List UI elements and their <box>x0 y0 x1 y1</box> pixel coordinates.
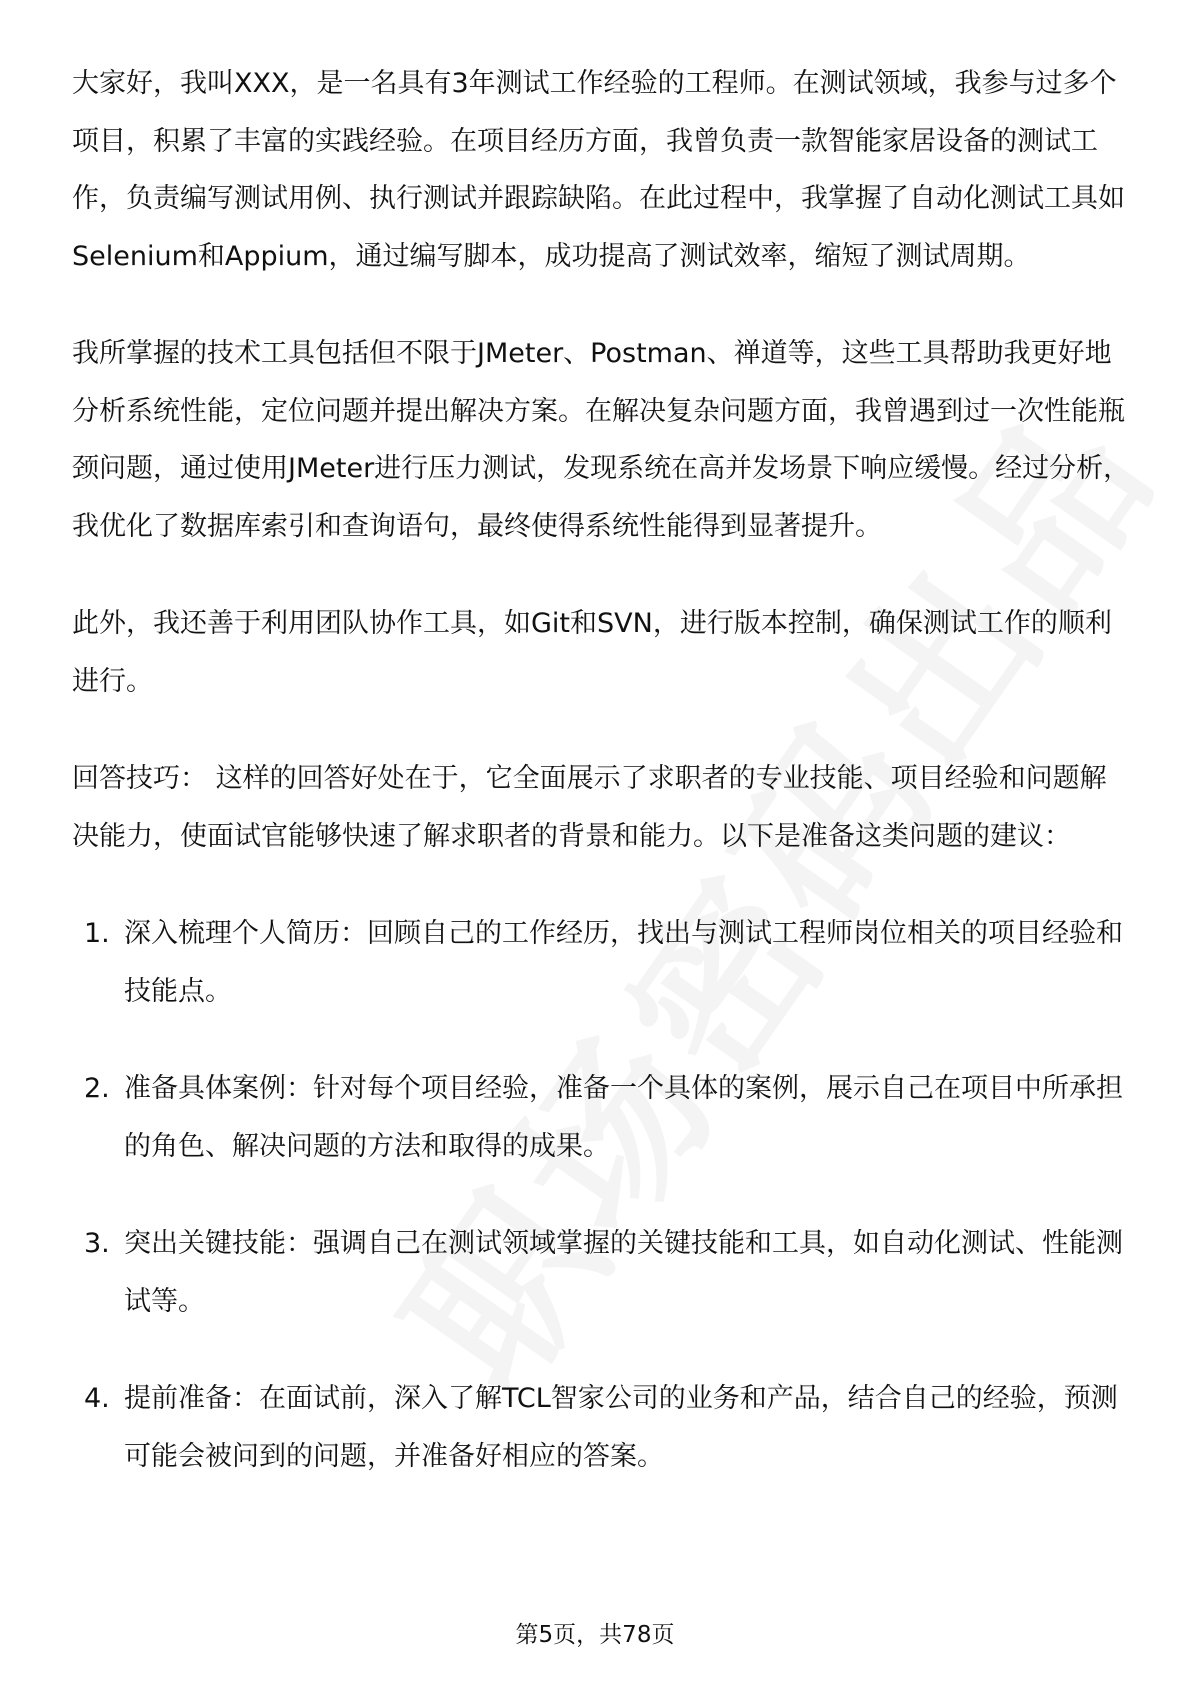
list-number: 2. <box>84 1073 110 1104</box>
list-item <box>72 1215 1132 1330</box>
paragraph-intro: 大家好，我叫XXX，是一名具有3年测试工作经验的工程师。在测试领域，我参与过多个项目，积累了丰富的实践经验。在项目经历方面，我曾负责一款智能家居设备的测试工作，负责编写测试用例、执行测试并跟踪缺陷。在此过程中，我掌握了自动化测试工具如Selenium和Appium，通过编写脚本，成功提高了测试效率，缩短了测试周期。 <box>72 68 1125 272</box>
list-item <box>72 1370 1132 1485</box>
paragraph-answer-tips: 回答技巧： 这样的回答好处在于，它全面展示了求职者的专业技能、项目经验和问题解决能力，使面试官能够快速了解求职者的背景和能力。以下是准备这类问题的建议： <box>72 763 1107 852</box>
list-item-text: 准备具体案例：针对每个项目经验，准备一个具体的案例，展示自己在项目中所承担的角色、解决问题的方法和取得的成果。 <box>124 1073 1123 1162</box>
list-number: 3. <box>84 1228 110 1259</box>
page-footer: 第5页，共78页 <box>515 1622 675 1648</box>
document-body <box>72 55 1132 1525</box>
paragraph-tools: 我所掌握的技术工具包括但不限于JMeter、Postman、禅道等，这些工具帮助我更好地分析系统性能，定位问题并提出解决方案。在解决复杂问题方面，我曾遇到过一次性能瓶颈问题，通过使用JMeter进行压力测试，发现系统在高并发场景下响应缓慢。经过分析，我优化了数据库索引和查询语句，最终使得系统性能得到显著提升。 <box>72 338 1131 542</box>
paragraph-collaboration: 此外，我还善于利用团队协作工具，如Git和SVN，进行版本控制，确保测试工作的顺利进行。 <box>72 608 1112 697</box>
tips-list <box>72 905 1132 1485</box>
list-item <box>72 905 1132 1020</box>
list-number: 4. <box>84 1383 110 1414</box>
list-item-text: 提前准备：在面试前，深入了解TCL智家公司的业务和产品，结合自己的经验，预测可能会被问到的问题，并准备好相应的答案。 <box>124 1383 1118 1472</box>
list-number: 1. <box>84 918 110 949</box>
list-item <box>72 1060 1132 1175</box>
list-item-text: 深入梳理个人简历：回顾自己的工作经历，找出与测试工程师岗位相关的项目经验和技能点。 <box>124 918 1123 1007</box>
list-item-text: 突出关键技能：强调自己在测试领域掌握的关键技能和工具，如自动化测试、性能测试等。 <box>124 1228 1123 1317</box>
